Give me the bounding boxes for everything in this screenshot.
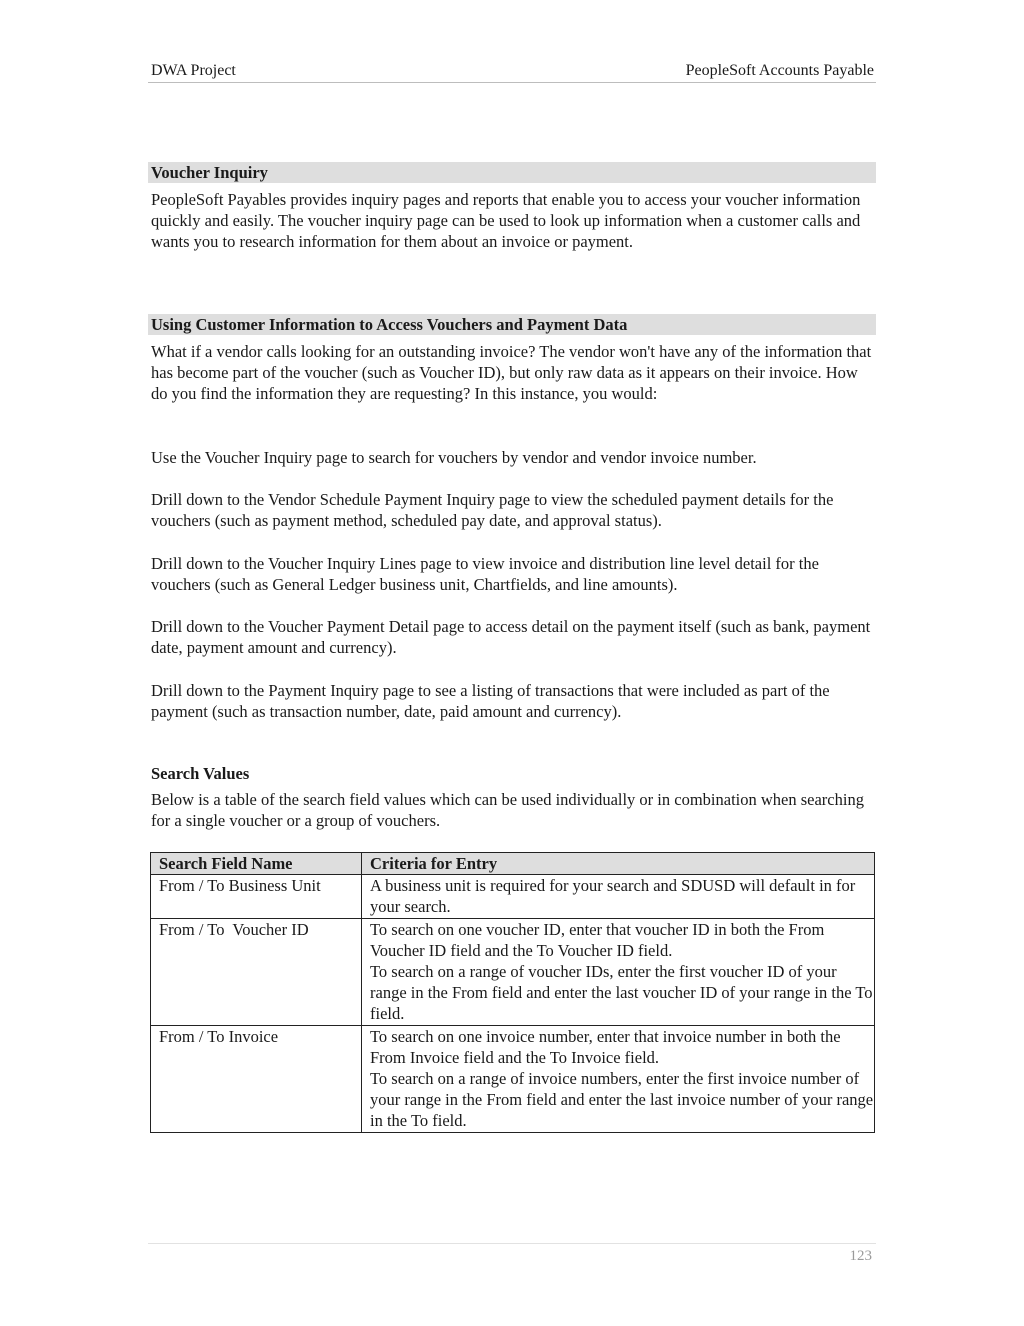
step-paragraph: Drill down to the Voucher Payment Detail page to access detail on the payment itself (such as bank, payment date, payment amount and currency).	[151, 617, 871, 658]
step-paragraph: Drill down to the Vendor Schedule Payment Inquiry page to view the scheduled payment details for the vouchers (such as payment method, scheduled pay date, and approval status).	[151, 490, 834, 531]
header-project-name: DWA Project	[151, 62, 236, 79]
criteria-cell	[362, 1025, 875, 1132]
step-paragraph: Drill down to the Payment Inquiry page to see a listing of transactions that were included as part of the payment (such as transaction number, date, paid amount and currency).	[151, 681, 830, 722]
criteria-text: To search on a range of voucher IDs, enter the first voucher ID of your range in the From field and enter the last voucher ID of your range in the To field.	[370, 962, 873, 1024]
field-name-cell: From / To Voucher ID	[151, 918, 362, 1025]
section-title-customer-info: Using Customer Information to Access Vouchers and Payment Data	[148, 314, 876, 335]
document-page	[148, 0, 876, 1326]
page-number: 123	[849, 1248, 872, 1264]
criteria-text: To search on one voucher ID, enter that voucher ID in both the From Voucher ID field and the To Voucher ID field.	[370, 919, 825, 960]
page-footer	[148, 1243, 876, 1268]
table-row	[151, 875, 875, 918]
table-row	[151, 1025, 875, 1132]
column-header-criteria: Criteria for Entry	[362, 853, 875, 875]
page-header	[148, 60, 876, 83]
step-paragraph: Drill down to the Voucher Inquiry Lines page to view invoice and distribution line level detail for the vouchers (such as General Ledger business unit, Chartfields, and line amounts).	[151, 554, 819, 595]
search-values-intro: Below is a table of the search field values which can be used individually or in combination when searching for a single voucher or a group of vouchers.	[151, 790, 864, 831]
column-header-field-name: Search Field Name	[151, 853, 362, 875]
criteria-text: To search on a range of invoice numbers, enter the first invoice number of your range in the From field and enter the last invoice number of your range in the To field.	[370, 1069, 874, 1131]
header-document-title: PeopleSoft Accounts Payable	[685, 62, 874, 79]
table-row	[151, 918, 875, 1025]
customer-info-intro: What if a vendor calls looking for an outstanding invoice? The vendor won't have any of the information that has become part of the voucher (such as Voucher ID), but only raw data as it appears on their invoice. How do you find the information they are requesting? In this instance, you would:	[151, 342, 872, 404]
table-header-row	[151, 853, 875, 875]
section-title-voucher-inquiry: Voucher Inquiry	[148, 162, 876, 183]
section-title-search-values: Search Values	[151, 764, 250, 783]
search-fields-table	[150, 852, 875, 1133]
criteria-text: A business unit is required for your search and SDUSD will default in for your search.	[370, 876, 856, 917]
criteria-cell	[362, 918, 875, 1025]
field-name-cell: From / To Business Unit	[151, 875, 362, 918]
criteria-text: To search on one invoice number, enter that invoice number in both the From Invoice field and the To Invoice field.	[370, 1026, 841, 1067]
criteria-cell	[362, 875, 875, 918]
voucher-inquiry-body: PeopleSoft Payables provides inquiry pages and reports that enable you to access your voucher information quickly and easily. The voucher inquiry page can be used to look up information when a customer calls and wants you to research information for them about an invoice or payment.	[151, 190, 861, 252]
step-paragraph: Use the Voucher Inquiry page to search for vouchers by vendor and vendor invoice number.	[151, 448, 757, 467]
field-name-cell: From / To Invoice	[151, 1025, 362, 1132]
